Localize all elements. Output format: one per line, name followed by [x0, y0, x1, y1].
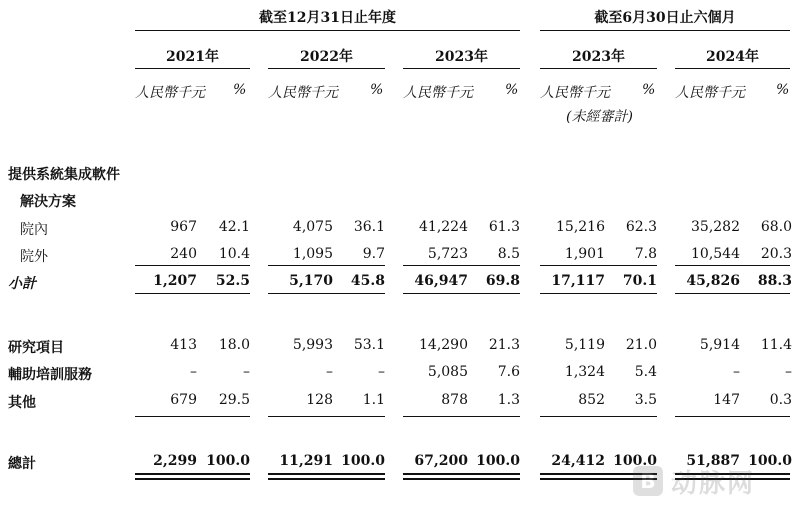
- year-2022-rule: [268, 68, 385, 69]
- row-label-others: 其他: [8, 395, 36, 411]
- cell-total-3: 100.0: [341, 453, 385, 469]
- cell-outhospital-7: 7.8: [634, 246, 657, 262]
- watermark-logo-icon: B: [633, 466, 663, 496]
- cell-subtotal-0: 1,207: [153, 273, 197, 289]
- cell-research-7: 21.0: [625, 337, 657, 353]
- cell-others-8: 147: [713, 392, 740, 408]
- cell-others-6: 852: [578, 392, 605, 408]
- total-underline-b-2023: [403, 478, 520, 480]
- total-underline-b-2022: [268, 478, 385, 480]
- rule-after-subtotal-2023-h1: [540, 293, 657, 294]
- cell-others-3: 1.1: [362, 392, 385, 408]
- watermark-text: 动脉网: [671, 468, 756, 499]
- cell-total-9: 100.0: [748, 453, 792, 469]
- year-2023-rule: [403, 68, 520, 69]
- cell-subtotal-3: 45.8: [350, 273, 385, 289]
- header-six-months: 截至6月30日止六個月: [594, 10, 736, 26]
- rule-before-subtotal-2021: [135, 265, 250, 266]
- cell-subtotal-9: 88.3: [757, 273, 792, 289]
- rule-after-subtotal-2023: [403, 293, 520, 294]
- watermark: [633, 463, 793, 499]
- rule-after-others-2023: [403, 416, 520, 417]
- cell-subtotal-6: 17,117: [551, 273, 605, 289]
- cell-subtotal-1: 52.5: [215, 273, 250, 289]
- cell-outhospital-5: 8.5: [497, 246, 520, 262]
- unit-pct-2021: %: [233, 82, 247, 98]
- cell-others-4: 878: [441, 392, 468, 408]
- cell-research-4: 14,290: [419, 337, 468, 353]
- rule-after-others-2024-h1: [675, 416, 790, 417]
- cell-total-6: 24,412: [551, 453, 605, 469]
- year-2023-h1-rule: [540, 68, 657, 69]
- cell-research-6: 5,119: [564, 337, 605, 353]
- cell-outhospital-2: 1,095: [292, 246, 333, 262]
- cell-training-4: 5,085: [427, 364, 468, 380]
- header-year-end: 截至12月31日止年度: [259, 10, 396, 26]
- cell-inhospital-0: 967: [170, 219, 197, 235]
- cell-total-5: 100.0: [476, 453, 520, 469]
- section-title-line1: 提供系統集成軟件: [8, 167, 120, 183]
- cell-total-4: 67,200: [414, 453, 468, 469]
- cell-total-8: 51,887: [686, 453, 740, 469]
- cell-training-8: –: [733, 364, 740, 380]
- cell-training-0: –: [190, 364, 197, 380]
- cell-total-2: 11,291: [279, 453, 333, 469]
- unit-rmb-2023: 人民幣千元: [403, 85, 473, 101]
- cell-training-7: 5.4: [634, 364, 657, 380]
- rule-after-others-2022: [268, 416, 385, 417]
- unit-pct-2022: %: [370, 82, 384, 98]
- row-label-total: 總計: [8, 456, 36, 472]
- cell-training-9: –: [785, 364, 792, 380]
- cell-inhospital-1: 42.1: [218, 219, 250, 235]
- cell-inhospital-7: 62.3: [625, 219, 657, 235]
- cell-outhospital-9: 20.3: [760, 246, 792, 262]
- year-2024-h1-rule: [675, 68, 790, 69]
- unit-rmb-2022: 人民幣千元: [268, 85, 338, 101]
- unit-rmb-2023-h1: 人民幣千元: [540, 85, 610, 101]
- year-2024-h1: 2024年: [706, 49, 759, 65]
- rule-after-others-2021: [135, 416, 250, 417]
- cell-research-3: 53.1: [353, 337, 385, 353]
- cell-training-5: 7.6: [497, 364, 520, 380]
- rule-before-subtotal-2023: [403, 265, 520, 266]
- cell-research-0: 413: [170, 337, 197, 353]
- cell-outhospital-3: 9.7: [362, 246, 385, 262]
- cell-others-2: 128: [306, 392, 333, 408]
- cell-outhospital-6: 1,901: [564, 246, 605, 262]
- cell-research-5: 21.3: [488, 337, 520, 353]
- year-2022: 2022年: [300, 49, 353, 65]
- row-label-training: 輔助培訓服務: [8, 367, 92, 383]
- cell-research-1: 18.0: [218, 337, 250, 353]
- cell-research-2: 5,993: [292, 337, 333, 353]
- header-six-months-rule: [540, 30, 790, 31]
- rule-after-others-2023-h1: [540, 416, 657, 417]
- total-underline-b-2021: [135, 478, 250, 480]
- cell-inhospital-2: 4,075: [292, 219, 333, 235]
- cell-research-8: 5,914: [699, 337, 740, 353]
- rule-after-subtotal-2024-h1: [675, 293, 790, 294]
- cell-inhospital-3: 36.1: [353, 219, 385, 235]
- year-2021-rule: [135, 68, 250, 69]
- rule-after-subtotal-2021: [135, 293, 250, 294]
- cell-subtotal-4: 46,947: [414, 273, 468, 289]
- cell-others-5: 1.3: [497, 392, 520, 408]
- section-title-line2: 解決方案: [20, 194, 76, 210]
- row-label-research: 研究項目: [8, 340, 64, 356]
- rule-before-subtotal-2024-h1: [675, 265, 790, 266]
- cell-total-1: 100.0: [206, 453, 250, 469]
- cell-total-0: 2,299: [153, 453, 197, 469]
- unit-rmb-2024-h1: 人民幣千元: [675, 85, 745, 101]
- cell-training-2: –: [326, 364, 333, 380]
- year-2023: 2023年: [435, 49, 488, 65]
- unit-pct-2023-h1: %: [642, 82, 656, 98]
- cell-training-6: 1,324: [564, 364, 605, 380]
- cell-total-7: 100.0: [613, 453, 657, 469]
- cell-inhospital-8: 35,282: [691, 219, 740, 235]
- year-2021: 2021年: [166, 49, 219, 65]
- total-underline-a-2022: [268, 473, 385, 475]
- cell-subtotal-2: 5,170: [289, 273, 333, 289]
- cell-training-3: –: [378, 364, 385, 380]
- cell-subtotal-7: 70.1: [622, 273, 657, 289]
- cell-outhospital-0: 240: [170, 246, 197, 262]
- cell-subtotal-5: 69.8: [485, 273, 520, 289]
- rule-before-subtotal-2022: [268, 265, 385, 266]
- rule-after-subtotal-2022: [268, 293, 385, 294]
- cell-outhospital-4: 5,723: [427, 246, 468, 262]
- header-year-end-rule: [135, 30, 520, 31]
- unit-rmb-2021: 人民幣千元: [135, 85, 205, 101]
- cell-outhospital-8: 10,544: [691, 246, 740, 262]
- total-underline-a-2023: [403, 473, 520, 475]
- rule-before-subtotal-2023-h1: [540, 265, 657, 266]
- year-2023-h1: 2023年: [572, 49, 625, 65]
- cell-inhospital-5: 61.3: [488, 219, 520, 235]
- unit-unaudited: (未經審計): [566, 109, 633, 125]
- total-underline-a-2021: [135, 473, 250, 475]
- cell-others-9: 0.3: [769, 392, 792, 408]
- cell-inhospital-9: 68.0: [760, 219, 792, 235]
- row-label-outhospital: 院外: [20, 249, 48, 265]
- cell-research-9: 11.4: [760, 337, 792, 353]
- cell-others-0: 679: [170, 392, 197, 408]
- cell-inhospital-4: 41,224: [419, 219, 468, 235]
- unit-pct-2023: %: [505, 82, 519, 98]
- cell-outhospital-1: 10.4: [218, 246, 250, 262]
- cell-subtotal-8: 45,826: [686, 273, 740, 289]
- row-label-inhospital: 院內: [20, 222, 48, 238]
- unit-pct-2024-h1: %: [776, 82, 790, 98]
- cell-others-1: 29.5: [218, 392, 250, 408]
- cell-others-7: 3.5: [634, 392, 657, 408]
- row-label-subtotal: 小計: [8, 276, 36, 292]
- cell-inhospital-6: 15,216: [556, 219, 605, 235]
- cell-training-1: –: [243, 364, 250, 380]
